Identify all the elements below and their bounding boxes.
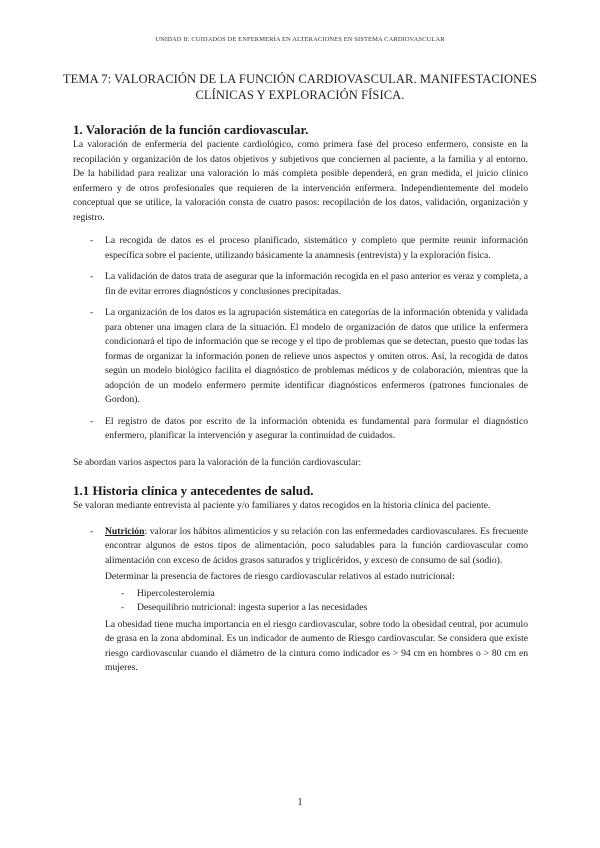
section-1-closing: Se abordan varios aspectos para la valoración de la función cardiovascular: <box>73 456 362 468</box>
nutrition-determine: Determinar la presencia de factores de riesgo cardiovascular relativos al estado nutricional: <box>105 571 455 582</box>
dash-bullet: - <box>90 307 94 318</box>
bullet-text: La organización de los datos es la agrupación sistemática en categorías de la información obtenida y validada para obtener una imagen clara de la situación. El modelo de organización de datos que utilice la enfermera condicionará el tipo de información que se recoge y el tipo de problemas que se detectan, puesto que todas las formas de organizar la información ponen de relieve unos aspectos y omiten otros. Así, la recogida de datos según un modelo biológico facilita el diagnóstico de problemas médicos y de colaboración, mientras que la adopción de un modelo enfermero permite identificar diagnósticos enfermeros (patrones funcionales de Gordon). <box>105 307 528 405</box>
page-number: 1 <box>297 797 303 808</box>
list-item <box>73 525 528 676</box>
dash-bullet: - <box>90 235 94 246</box>
list-item <box>73 306 528 408</box>
bullet-text: La validación de datos trata de asegurar que la información recogida en el paso anterior es veraz y completa, a fin de evitar errores diagnósticos y conclusiones precipitadas. <box>105 271 528 297</box>
nutrition-text: : valorar los hábitos alimenticios y su relación con las enfermedades cardiovasculares. Es frecuente encontrar algunos de estos tipos de alimentación, poco saludables para la función cardiovascular como alimentación con exceso de ácidos grasos saturados y triglicéridos, y exceso de consumo de sal (sodio). <box>105 525 528 566</box>
list-item <box>105 587 528 602</box>
dash-bullet: - <box>121 587 125 599</box>
sub-item-text: Hipercolesterolemia <box>137 587 215 599</box>
section-1-intro: La valoración de enfermería del paciente cardiológico, como primera fase del proceso enfermero, consiste en la recopilación y organización de los datos objetivos y subjetivos que conciernen al paciente, a la familia y al entorno. De la habilidad para realizar una valoración lo más completa posible dependerá, en gran medida, el juicio clínico enfermero y de otros profesionales que requieren de la intervención enfermera. Independientemente del modelo conceptual que se utilice, la valoración consta de cuatro pasos: recopilación de los datos, validación, organización y registro. <box>73 139 528 223</box>
list-item <box>73 415 528 444</box>
nutrition-label: Nutrición <box>105 525 145 537</box>
section-1-1-heading: 1.1 Historia clínica y antecedentes de salud. <box>73 483 314 498</box>
bullet-text: La recogida de datos es el proceso planificado, sistemático y completo que permite reunir información específica sobre el paciente, utilizando básicamente la anamnesis (entrevista) y la exploración física. <box>105 235 528 261</box>
running-header: UNIDAD II: CUIDADOS DE ENFERMERÍA EN ALTERACIONES EN SISTEMA CARDIOVASCULAR <box>155 36 445 43</box>
document-title: TEMA 7: VALORACIÓN DE LA FUNCIÓN CARDIOVASCULAR. MANIFESTACIONES CLÍNICAS Y EXPLORACIÓN FÍSICA. <box>62 72 538 102</box>
bullet-text: El registro de datos por escrito de la información obtenida es fundamental para formular el diagnóstico enfermero, planificar la intervención y asegurar la continuidad de cuidados. <box>105 415 528 441</box>
dash-bullet: - <box>121 602 125 613</box>
dash-bullet: - <box>90 525 94 537</box>
list-item <box>105 601 528 616</box>
document-body <box>73 121 528 676</box>
list-item <box>73 234 528 263</box>
section-1-heading: 1. Valoración de la función cardiovascular. <box>73 122 309 137</box>
dash-bullet: - <box>90 271 94 282</box>
sub-item-text: Desequilibrio nutricional: ingesta superior a las necesidades <box>137 602 368 613</box>
obesity-paragraph: La obesidad tiene mucha importancia en el riesgo cardiovascular, sobre todo la obesidad central, por acumulo de grasa en la zona abdominal. Es un indicador de aumento de Riesgo cardiovascular. Se considera que existe riesgo cardiovascular cuando el diámetro de la cintura como indicador es > 94 cm en hombres o > 80 cm en mujeres. <box>105 618 528 673</box>
nutrition-sub-list <box>105 587 528 616</box>
section-1-1-bullet-list <box>73 525 528 676</box>
section-1-1-intro: Se valoran mediante entrevista al paciente y/o familiares y datos recogidos en la historia clínica del paciente. <box>73 500 491 511</box>
list-item <box>73 270 528 299</box>
dash-bullet: - <box>90 415 94 427</box>
section-1-bullet-list <box>73 234 528 444</box>
